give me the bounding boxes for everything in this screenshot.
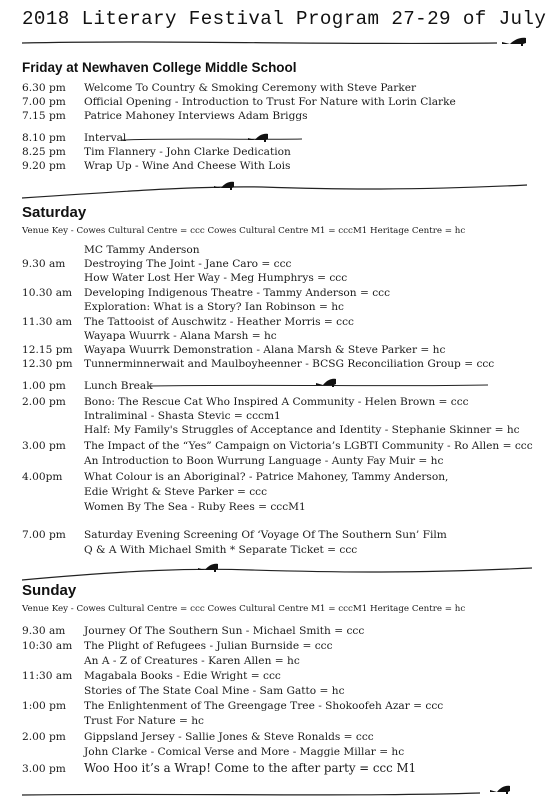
list-item: 7.00 pm Saturday Evening Screening Of ‘Voyage Of The Southern Sun’ Film [22, 529, 447, 541]
list-item: 10.30 am Developing Indigenous Theatre - Tammy Anderson = ccc [22, 287, 390, 299]
list-item: 8.10 pm Interval [22, 132, 127, 144]
list-item: Edie Wright & Steve Parker = ccc [84, 486, 268, 498]
list-item: Stories of The State Coal Mine - Sam Gatto = hc [84, 685, 345, 697]
list-item: 1:00 pm The Enlightenment of The Greengage Tree - Shokoofeh Azar = ccc [22, 700, 444, 712]
list-item: How Water Lost Her Way - Meg Humphrys = ccc [84, 272, 348, 284]
list-item: 11.30 am The Tattooist of Auschwitz - Heather Morris = ccc [22, 316, 354, 328]
title-underline [22, 34, 534, 46]
interval-divider [122, 128, 328, 144]
venue-key: Venue Key - Cowes Cultural Centre = ccc Cowes Cultural Centre M1 = cccM1 Heritage Centre = hc [22, 604, 466, 614]
list-item: 2.00 pm Gippsland Jersey - Sallie Jones & Steve Ronalds = ccc [22, 731, 374, 743]
list-item: 11:30 am Magabala Books - Edie Wright = ccc [22, 670, 281, 682]
sunday-heading: Sunday [22, 582, 77, 599]
high-heel-shoe-icon [248, 134, 268, 142]
list-item: 10:30 am The Plight of Refugees - Julian Burnside = ccc [22, 640, 333, 652]
high-heel-shoe-icon [502, 38, 526, 46]
lunch-divider [150, 372, 490, 390]
high-heel-shoe-icon [198, 564, 218, 572]
list-item: 12.15 pm Wayapa Wuurrk Demonstration - Alana Marsh & Steve Parker = hc [22, 344, 446, 356]
list-item: John Clarke - Comical Verse and More - Maggie Millar = hc [84, 746, 405, 758]
list-item: 9.30 am Journey Of The Southern Sun - Michael Smith = ccc [22, 625, 365, 637]
list-item: 1.00 pm Lunch Break [22, 380, 153, 392]
list-item: 9.30 am Destroying The Joint - Jane Caro = ccc [22, 258, 292, 270]
list-item: Trust For Nature = hc [84, 715, 204, 727]
list-item: 12.30 pm Tunnerminnerwait and Maulboyheenner - BCSG Reconciliation Group = ccc [22, 358, 495, 370]
list-item: An A - Z of Creatures - Karen Allen = hc [84, 655, 300, 667]
saturday-heading: Saturday [22, 204, 87, 221]
list-item: 3.00 pm Woo Hoo it’s a Wrap! Come to the after party = ccc M1 [22, 761, 417, 775]
list-item: 7.00 pm Official Opening - Introduction to Trust For Nature with Lorin Clarke [22, 96, 456, 108]
list-item: Q & A With Michael Smith * Separate Ticket = ccc [84, 544, 358, 556]
high-heel-shoe-icon [214, 182, 234, 190]
friday-heading: Friday at Newhaven College Middle School [22, 60, 297, 75]
high-heel-shoe-icon [490, 786, 510, 794]
list-item: Intraliminal - Shasta Stevic = cccm1 [84, 410, 281, 422]
footer-divider [22, 779, 534, 799]
list-item: MC Tammy Anderson [84, 244, 200, 256]
list-item: Exploration: What is a Story? Ian Robinson = hc [84, 301, 344, 313]
list-item: 6.30 pm Welcome To Country & Smoking Ceremony with Steve Parker [22, 82, 417, 94]
program-title: 2018 Literary Festival Program 27-29 of July [22, 8, 547, 30]
list-item: 8.25 pm Tim Flannery - John Clarke Dedication [22, 146, 291, 158]
list-item: 3.00 pm The Impact of the “Yes” Campaign on Victoria’s LGBTI Community - Ro Allen = ccc [22, 440, 533, 452]
list-item: 4.00pm What Colour is an Aboriginal? - Patrice Mahoney, Tammy Anderson, [22, 471, 449, 483]
list-item: Women By The Sea - Ruby Rees = cccM1 [84, 501, 306, 513]
list-item: 7.15 pm Patrice Mahoney Interviews Adam Briggs [22, 110, 308, 122]
section-divider [22, 178, 532, 200]
list-item: Half: My Family's Struggles of Acceptance and Identity - Stephanie Skinner = hc [84, 424, 520, 436]
list-item: An Introduction to Boon Wurrung Language - Aunty Fay Muir = hc [84, 455, 444, 467]
list-item: 9.20 pm Wrap Up - Wine And Cheese With Lois [22, 160, 291, 172]
list-item: Wayapa Wuurrk - Alana Marsh = hc [84, 330, 277, 342]
section-divider [22, 558, 532, 582]
venue-key: Venue Key - Cowes Cultural Centre = ccc Cowes Cultural Centre M1 = cccM1 Heritage Centre = hc [22, 226, 466, 236]
list-item: 2.00 pm Bono: The Rescue Cat Who Inspired A Community - Helen Brown = ccc [22, 396, 469, 408]
